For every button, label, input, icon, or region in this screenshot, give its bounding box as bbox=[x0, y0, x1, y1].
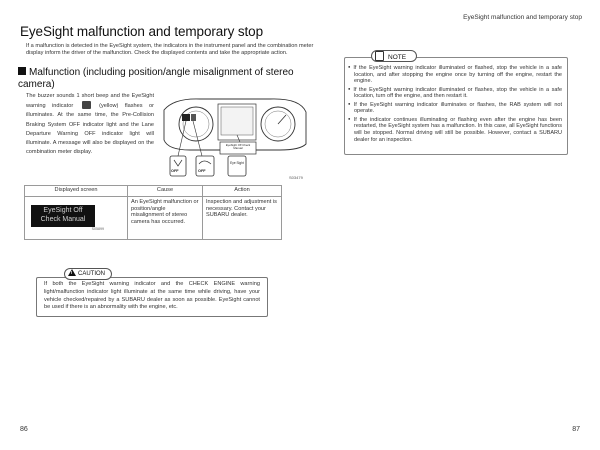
page-title: EyeSight malfunction and temporary stop bbox=[20, 24, 263, 39]
display-line1: EyeSight Off bbox=[43, 207, 83, 214]
ldw-off-label: OFF bbox=[198, 169, 206, 173]
section-body-part1: The buzzer sounds 1 short beep and the EyeSight warning indicator bbox=[26, 93, 154, 110]
list-item: ● If the EyeSight warning indicator illuminated or flashed, stop the vehicle in a safe location, and after stopping the engine once by turning off the engine, restart the engine. bbox=[348, 64, 562, 85]
table-row bbox=[25, 197, 282, 240]
section-heading-text: Malfunction (including position/angle misalignment of stereo camera) bbox=[18, 67, 294, 90]
note-label bbox=[371, 50, 417, 62]
display-line2: Check Manual bbox=[40, 215, 86, 223]
section-body-part2: (yellow) flashes or illuminates. At the same time, the Pre-Collision Braking System OFF indicator light and the Lane Departure Warning OFF indicator light will illuminate. A message will also be displayed on the combination meter display. bbox=[26, 103, 155, 156]
table-header-row bbox=[25, 186, 282, 197]
section-bullet-square bbox=[18, 67, 26, 75]
running-header: EyeSight malfunction and temporary stop bbox=[463, 14, 582, 21]
instrument-cluster-figure bbox=[160, 94, 310, 186]
pcb-off-label: OFF bbox=[171, 169, 179, 173]
cause-cell: An EyeSight malfunction or position/angle misalignment of stereo camera has occurred. bbox=[128, 197, 203, 240]
instrument-cluster-drawing bbox=[160, 94, 310, 186]
section-body bbox=[26, 92, 154, 157]
display-screen-image bbox=[31, 205, 95, 227]
page-number-left: 86 bbox=[20, 426, 28, 433]
header-cause: Cause bbox=[128, 186, 203, 197]
intro-paragraph: If a malfunction is detected in the EyeSight system, the indicators in the instrument panel and the combination meter display inform the driver of the malfunction. Check the displayed contents and take the appropriate action. bbox=[26, 43, 314, 57]
header-action: Action bbox=[203, 186, 282, 197]
eyesight-indicator-label: Eye Sight bbox=[230, 161, 244, 165]
display-image-id: S05899 bbox=[91, 227, 104, 231]
figure-id: S03479 bbox=[289, 175, 303, 180]
list-item: ● If the EyeSight warning indicator illuminates or flashes, the RAB system will not operate. bbox=[348, 101, 562, 115]
warning-triangle-icon bbox=[68, 269, 76, 276]
caution-label-text: CAUTION bbox=[78, 271, 105, 277]
action-cell: Inspection and adjustment is necessary. Contact your SUBARU dealer. bbox=[203, 197, 282, 240]
section-heading bbox=[18, 67, 318, 90]
displayed-screen-cell bbox=[25, 197, 128, 240]
caution-text: If both the EyeSight warning indicator and the CHECK ENGINE warning light/malfunction indicator light illuminate at the same time while driving, have your vehicle checked/repaired by a SUBARU dealer as soon as possible. EyeSight cannot be used if there is an abnormality with the engine, etc. bbox=[44, 281, 260, 311]
malfunction-table bbox=[24, 185, 282, 240]
note-pencil-icon bbox=[375, 51, 384, 61]
caution-label bbox=[64, 268, 112, 280]
cluster-display-message: EyeSight Off Check Manual bbox=[225, 143, 251, 151]
note-list bbox=[348, 64, 562, 144]
header-displayed-screen: Displayed screen bbox=[25, 186, 128, 197]
list-item: ● If the indicator continues illuminating or flashing even after the engine has been restarted, the EyeSight system has a malfunction. In this case, all EyeSight functions will be stopped. Normal driving will still be possible. However, contact a SUBARU dealer for an inspection. bbox=[348, 116, 562, 144]
eyesight-warning-icon bbox=[82, 101, 91, 109]
page-number-right: 87 bbox=[572, 426, 580, 433]
note-label-text: NOTE bbox=[388, 54, 407, 61]
list-item: ● If the EyeSight warning indicator illuminated or flashes, stop the vehicle in a safe location, turn off the engine, and then restart it. bbox=[348, 86, 562, 100]
